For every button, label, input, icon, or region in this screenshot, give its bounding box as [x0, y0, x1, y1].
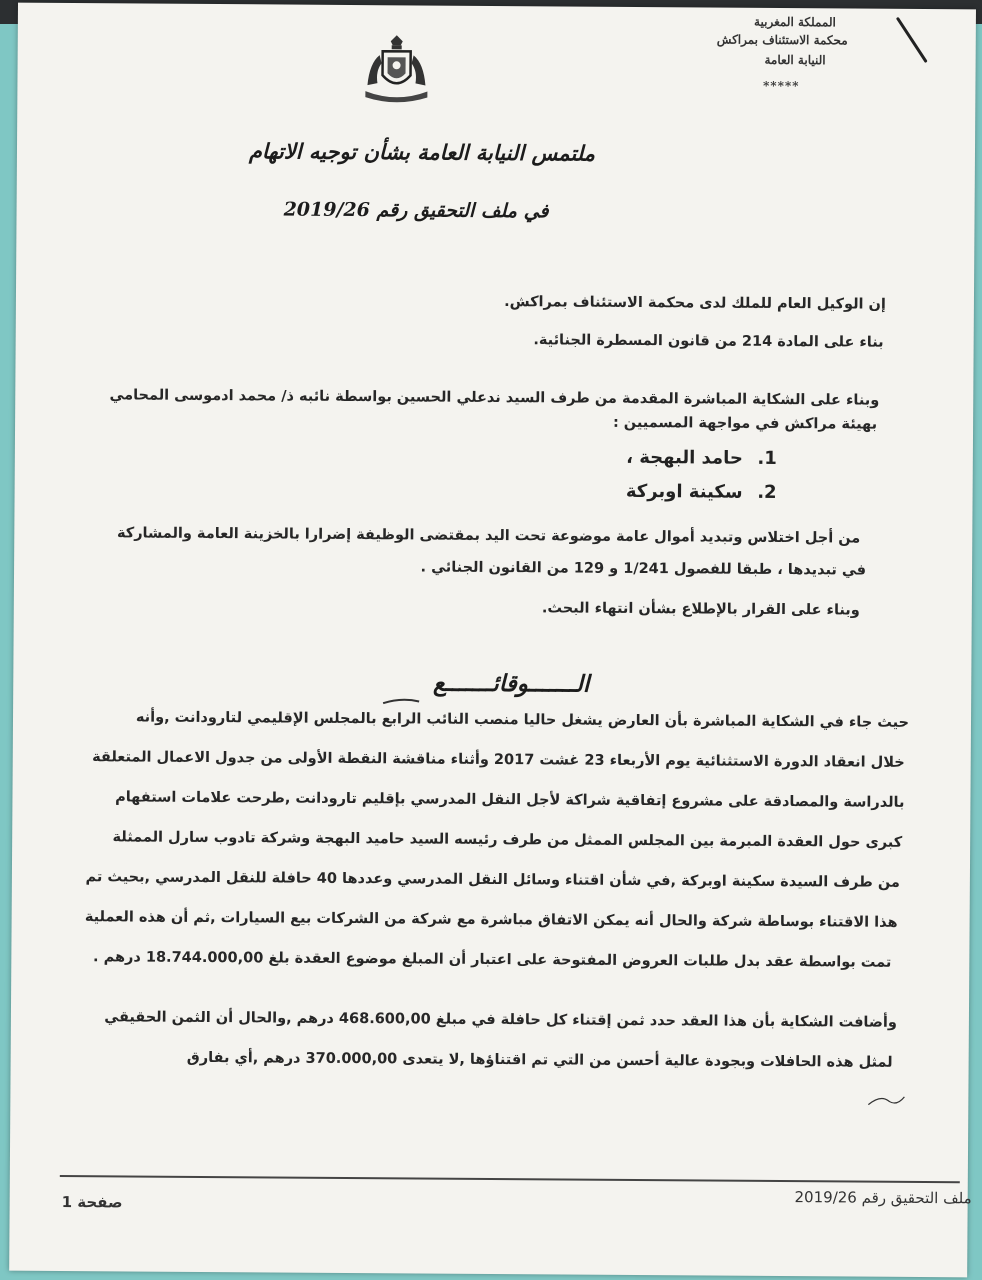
facts-line: من طرف السيدة سكينة اوبركة ,في شأن اقتناء وسائل النقل المدرسي وعددها 40 حافلة للنقل المدرسي ,بحيث تم: [85, 869, 900, 891]
facts-line: خلال انعقاد الدورة الاستثنائية يوم الأربعاء 23 غشت 2017 وأثناء مناقشة النقطة الأولى من جدول الاعمال المتعلقة: [92, 749, 905, 771]
intro-line-1: إن الوكيل العام للملك لدى محكمة الاستئناف بمراكش.: [504, 294, 886, 313]
document-subtitle: في ملف التحقيق رقم 2019/26: [283, 198, 549, 223]
facts-line: لمثل هذه الحافلات وبجودة عالية أحسن من التي تم اقتناؤها ,لا يتعدى 370.000,00 درهم ,أي بفارق: [186, 1049, 893, 1071]
facts-line: وأضافت الشكاية بأن هذا العقد حدد ثمن إقتناء كل حافلة في مبلغ 468.600,00 درهم ,والحال أن الثمن الحقيقي: [104, 1009, 897, 1031]
charge-line-2: في تبديدها ، طبقا للفصول 1/241 و 129 من القانون الجنائي .: [420, 559, 867, 579]
heading-flourish: [381, 695, 421, 707]
coat-of-arms-emblem: [357, 33, 436, 106]
document-title: ملتمس النيابة العامة بشأن توجيه الاتهام: [248, 138, 596, 166]
charge-line-3: وبناء على القرار بالإطلاع بشأن انتهاء البحث.: [541, 600, 860, 619]
footer-rule: [60, 1175, 960, 1183]
accused-number: .2: [757, 481, 777, 503]
header-country: المملكة المغربية: [754, 14, 836, 30]
accused-number: .1: [757, 447, 777, 469]
accused-name: حامد البهجة ،: [626, 446, 743, 469]
facts-line: بالدراسة والمصادقة على مشروع إتفاقية شراكة لأجل النقل المدرسي بإقليم تارودانت ,طرحت علامات استفهام: [115, 789, 905, 811]
intro-line-2: بناء على المادة 214 من قانون المسطرة الجنائية.: [533, 332, 884, 351]
charge-line-1: من أجل اختلاس وتبديد أموال عامة موضوعة تحت اليد بمقتضى الوظيفة إضرارا بالخزينة العامة والمشاركة: [116, 525, 861, 547]
intro-line-4: بهيئة مراكش في مواجهة المسميين :: [612, 414, 878, 433]
pen-tick-mark: [866, 1091, 906, 1111]
header-court: محكمة الاستئناف بمراكش: [716, 32, 848, 48]
footer-page-number: صفحة 1: [61, 1192, 123, 1212]
header-stars: *****: [763, 78, 800, 94]
facts-heading: الـــــــوقائـــــــع: [432, 669, 590, 698]
intro-line-3: وبناء على الشكاية المباشرة المقدمة من طرف السيد ندعلي الحسين بواسطة نائبه ذ/ محمد ادموسى المحامي: [109, 387, 880, 409]
header-office: النيابة العامة: [764, 52, 826, 68]
document-page: [9, 3, 976, 1278]
facts-line: هذا الاقتناء بوساطة شركة والحال أنه يمكن الاتفاق مباشرة مع شركة من الشركات بيع السيارات ,ثم أن هذه العملية: [84, 909, 898, 931]
footer-file-number: ملف التحقيق رقم 2019/26: [794, 1188, 972, 1208]
pen-mark: [892, 15, 932, 65]
facts-line: كبرى حول العقدة المبرمة بين المجلس الممثل من طرف رئيسه السيد حاميد البهجة وشركة تادوب سارل الممثلة: [112, 829, 903, 851]
facts-line: حيث جاء في الشكاية المباشرة بأن العارض يشغل حاليا منصب النائب الرابع بالمجلس الإقليمي لتارودانت ,وأنه: [135, 709, 910, 731]
facts-line: تمت بواسطة عقد بدل طلبات العروض المفتوحة على اعتبار أن المبلغ موضوع العقدة بلغ 18.744.000,00 درهم .: [93, 949, 892, 971]
accused-name: سكينة اوبركة: [625, 480, 743, 503]
